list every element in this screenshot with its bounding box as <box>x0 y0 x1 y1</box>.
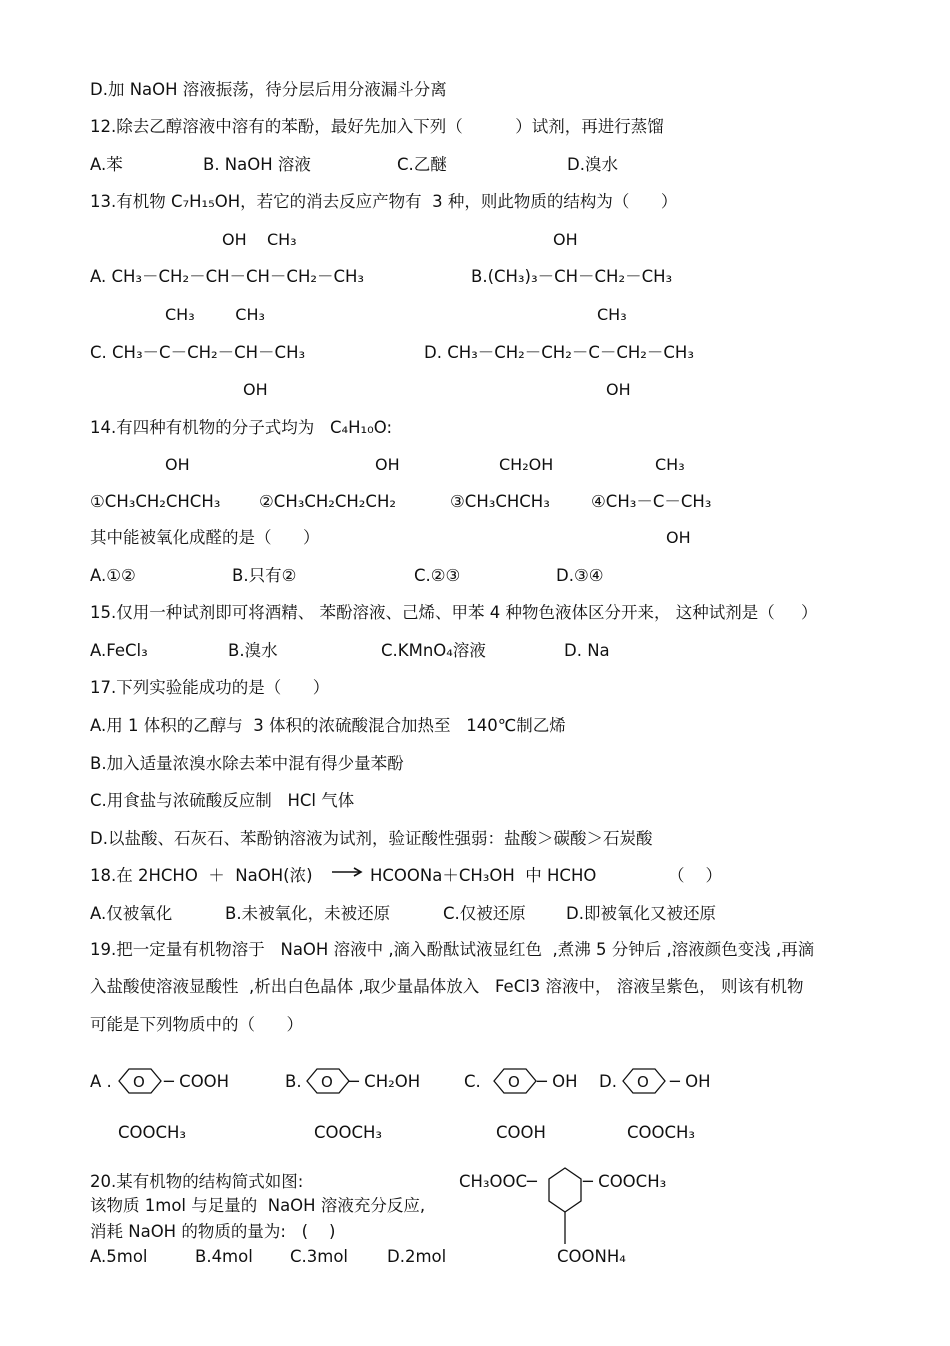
q14-2-top-sub: OH <box>375 455 400 474</box>
q14-1-top-sub: OH <box>165 455 190 474</box>
q20-option-c: C.3mol <box>290 1247 349 1266</box>
cyclohexane-ring-icon <box>545 1166 585 1248</box>
q17-stem: 17.下列实验能成功的是（ ） <box>90 678 330 697</box>
q20-stem-line2: 该物质 1mol 与足量的 NaOH 溶液充分反应, <box>90 1196 426 1215</box>
q18-option-c: C.仅被还原 <box>443 904 526 923</box>
q20-option-d: D.2mol <box>387 1247 447 1266</box>
q17-option-b: B.加入适量浓溴水除去苯中混有得少量苯酚 <box>90 754 404 773</box>
q19-stem-line3: 可能是下列物质中的（ ） <box>90 1015 303 1034</box>
q14-option-d: D.③④ <box>556 566 604 585</box>
q14-option-c: C.②③ <box>414 566 461 585</box>
q14-compound-4: ④CH₃－C－CH₃ <box>591 492 712 511</box>
q12-option-d: D.溴水 <box>567 155 618 174</box>
q13-c-bottom-sub: OH <box>243 380 268 399</box>
q19-option-a-substituent: ─ COOH <box>164 1072 230 1091</box>
q20-structure-bottom-group: COONH₄ <box>557 1247 626 1266</box>
q19-option-a-label: A . <box>90 1072 112 1091</box>
q19-option-b-bottom: COOCH₃ <box>314 1123 383 1142</box>
q13-option-d: D. CH₃－CH₂－CH₂－C－CH₂－CH₃ <box>424 343 694 362</box>
q20-stem-line1: 20.某有机物的结构简式如图: <box>90 1172 304 1191</box>
q13-d-bottom-sub: OH <box>606 380 631 399</box>
q20-structure-right-group: ─ COOCH₃ <box>583 1172 667 1191</box>
q12-option-b: B. NaOH 溶液 <box>203 155 311 174</box>
q18-option-d: D.即被氧化又被还原 <box>566 904 716 923</box>
q18-stem-left: 18.在 2HCHO ＋ NaOH(浓) <box>90 866 313 885</box>
q20-option-b: B.4mol <box>195 1247 253 1266</box>
q15-option-b: B.溴水 <box>228 641 278 660</box>
ring-letter: O <box>637 1073 649 1091</box>
ring-letter: O <box>321 1073 333 1091</box>
q19-option-b-label: B. <box>285 1072 302 1091</box>
q14-stem: 14.有四种有机物的分子式均为 C₄H₁₀O: <box>90 418 393 437</box>
q15-option-d: D. Na <box>564 641 610 660</box>
q18-option-b: B.未被氧化，未被还原 <box>225 904 391 923</box>
q13-option-a: A. CH₃－CH₂－CH－CH－CH₂－CH₃ <box>90 267 365 286</box>
q19-stem-line2: 入盐酸使溶液显酸性 ,析出白色晶体 ,取少量晶体放入 FeCl3 溶液中， 溶液呈紫色， 则该有机物 <box>90 977 804 996</box>
q19-option-a-bottom: COOCH₃ <box>118 1123 187 1142</box>
q17-option-d: D.以盐酸、石灰石、苯酚钠溶液为试剂，验证酸性强弱：盐酸＞碳酸＞石炭酸 <box>90 829 653 848</box>
q14-question: 其中能被氧化成醛的是（ ） <box>90 528 320 547</box>
q12-stem: 12.除去乙醇溶液中溶有的苯酚，最好先加入下列（ ）试剂，再进行蒸馏 <box>90 117 664 136</box>
q18-answer-paren: （ ） <box>668 866 722 885</box>
q19-option-c-label: C. <box>464 1072 481 1091</box>
q19-option-c-substituent: ─ OH <box>537 1072 578 1091</box>
q19-option-d-substituent: ─ OH <box>670 1072 711 1091</box>
q20-structure-left-group: CH₃OOC─ <box>459 1172 537 1191</box>
q13-d-top-subs: CH₃ <box>597 305 627 324</box>
q15-option-a: A.FeCl₃ <box>90 641 148 660</box>
q14-option-a: A.①② <box>90 566 136 585</box>
q14-3-top-sub: CH₂OH <box>499 455 554 474</box>
q15-option-c: C.KMnO₄溶液 <box>381 641 486 660</box>
q18-option-a: A.仅被氧化 <box>90 904 173 923</box>
benzene-ring-icon <box>621 1066 667 1096</box>
q12-option-a: A.苯 <box>90 155 123 174</box>
q19-option-c-bottom: COOH <box>496 1123 546 1142</box>
q13-option-c: C. CH₃－C－CH₂－CH－CH₃ <box>90 343 306 362</box>
q14-compound-1: ①CH₃CH₂CHCH₃ <box>90 492 221 511</box>
q19-stem-line1: 19.把一定量有机物溶于 NaOH 溶液中 ,滴入酚酞试液显红色 ,煮沸 5 分钟后 ,溶液颜色变浅 ,再滴 <box>90 940 815 959</box>
q20-stem-line3: 消耗 NaOH 的物质的量为: ( ) <box>90 1222 336 1241</box>
q13-b-top-subs: OH <box>553 230 578 249</box>
q19-option-d-label: D. <box>599 1072 617 1091</box>
q14-option-b: B.只有② <box>232 566 297 585</box>
benzene-ring-icon <box>492 1066 538 1096</box>
ring-letter: O <box>508 1073 520 1091</box>
q14-compound-2: ②CH₃CH₂CH₂CH₂ <box>259 492 396 511</box>
q13-c-top-subs: CH₃ CH₃ <box>165 305 265 324</box>
q14-4-bottom-sub: OH <box>666 528 691 547</box>
q13-option-b: B.(CH₃)₃－CH－CH₂－CH₃ <box>471 267 673 286</box>
q19-option-b-substituent: ─ CH₂OH <box>349 1072 421 1091</box>
benzene-ring-icon <box>305 1066 351 1096</box>
q14-compound-3: ③CH₃CHCH₃ <box>450 492 550 511</box>
q17-option-c: C.用食盐与浓硫酸反应制 HCl 气体 <box>90 791 355 810</box>
q20-option-a: A.5mol <box>90 1247 148 1266</box>
reaction-arrow-icon <box>330 862 364 882</box>
q13-a-top-subs: OH CH₃ <box>222 230 297 249</box>
q17-option-a: A.用 1 体积的乙醇与 3 体积的浓硫酸混合加热至 140℃制乙烯 <box>90 716 566 735</box>
q19-option-d-bottom: COOCH₃ <box>627 1123 696 1142</box>
q11-option-d: D.加 NaOH 溶液振荡，待分层后用分液漏斗分离 <box>90 80 447 99</box>
q13-stem: 13.有机物 C₇H₁₅OH，若它的消去反应产物有 3 种，则此物质的结构为（ ） <box>90 192 678 211</box>
q18-stem-right: HCOONa＋CH₃OH 中 HCHO <box>370 866 597 885</box>
q12-option-c: C.乙醚 <box>397 155 447 174</box>
ring-letter: O <box>133 1073 145 1091</box>
q14-4-top-sub: CH₃ <box>655 455 685 474</box>
benzene-ring-icon <box>117 1066 163 1096</box>
q15-stem: 15.仅用一种试剂即可将酒精、 苯酚溶液、己烯、甲苯 4 种物色液体区分开来， 这种试剂是（ ） <box>90 603 818 622</box>
